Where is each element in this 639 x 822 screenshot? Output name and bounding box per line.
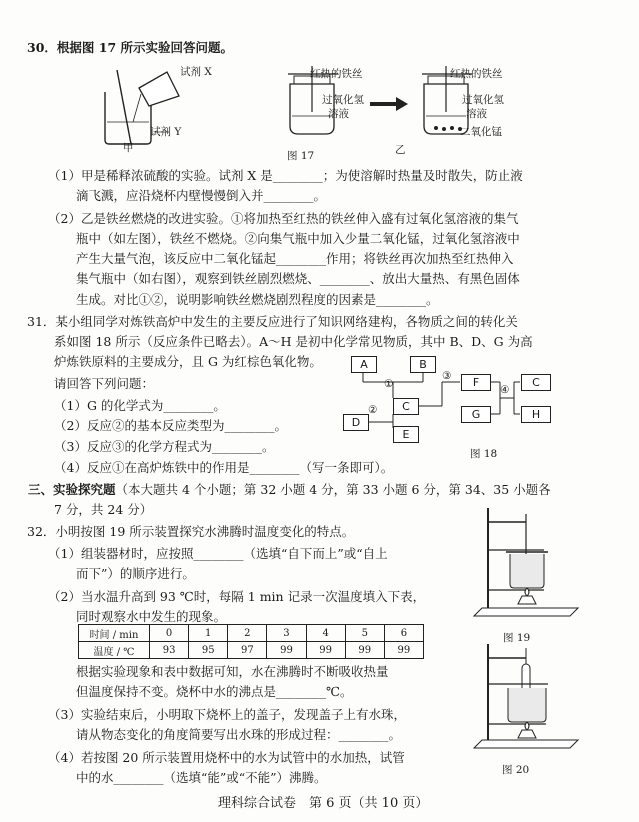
section-3-header: [28, 482, 551, 498]
q31-b: 系如图 18 所示（反应条件已略去）。A～H 是初中化学常见物质，其中 B、D、G 为高: [54, 334, 533, 349]
q30-title: 30．根据图 17 所示实验回答问题。: [27, 40, 233, 55]
label-h2o2-right-2: 溶液: [466, 108, 487, 120]
reaction-3-label: ③: [442, 370, 452, 382]
temperature-table: [78, 624, 424, 659]
q31-a: 31．某小组同学对炼铁高炉中发生的主要反应进行了知识网络建构，各物质之间的转化关: [27, 314, 518, 329]
q32-p2a: （2）当水温升高到 93 ℃时，每隔 1 min 记录一次温度填入下表，: [48, 589, 426, 604]
table-row: [79, 642, 424, 659]
q32-p2c: 根据实验现象和表中数据可知，水在沸腾时不断吸收热量: [76, 664, 389, 679]
label-wire-right: 红热的铁丝: [450, 68, 503, 80]
q31-q1: （1）G 的化学式为________。: [54, 398, 226, 413]
q32-p3a: （3）实验结束后，小明取下烧杯上的盖子，发现盖子上有水珠，: [48, 707, 406, 722]
table-row: [79, 625, 424, 642]
figure-19-apparatus: [470, 504, 580, 629]
label-jia: 甲: [123, 142, 134, 154]
table-cell: 93: [150, 642, 189, 659]
table-cell: 3: [267, 625, 306, 642]
fig-17-caption: 图 17: [287, 150, 315, 162]
q30-p2a: （2）乙是铁丝燃烧的改进实验。①将加热至红热的铁丝伸入盛有过氧化氢溶液的集气: [48, 211, 519, 226]
q31-q2: （2）反应②的基本反应类型为________。: [54, 418, 287, 433]
q32-p1b: 而下”）的顺序进行。: [76, 566, 195, 581]
q31-d: 请回答下列问题：: [54, 376, 155, 391]
q30-p2c: 产生大量气泡，该反应中二氧化锰起________作用；将铁丝再次加热至红热伸入: [76, 251, 514, 266]
label-h2o2-left-2: 溶液: [328, 108, 349, 120]
q31-q3: （3）反应③的化学方程式为________。: [54, 439, 275, 454]
node-f: F: [461, 374, 491, 391]
label-h2o2-right-1: 过氧化氢: [462, 94, 504, 106]
q32-title: 32．小明按图 19 所示装置探究水沸腾时温度变化的特点。: [27, 524, 355, 539]
table-cell: 95: [189, 642, 228, 659]
fig-20-caption: 图 20: [502, 764, 530, 776]
table-cell: 99: [306, 642, 345, 659]
node-b: B: [410, 356, 436, 373]
table-cell: 0: [150, 625, 189, 642]
q32-p2d: 但温度保持不变。烧杯中水的沸点是________℃。: [76, 684, 353, 699]
table-cell: 99: [267, 642, 306, 659]
node-c: C: [393, 398, 419, 415]
table-cell: 1: [189, 625, 228, 642]
q31-q4: （4）反应①在高炉炼铁中的作用是________（写一条即可）。: [54, 460, 394, 475]
node-a: A: [351, 356, 377, 373]
label-mno2: 二氧化锰: [460, 126, 502, 138]
q30-p1b: 滴飞溅，应沿烧杯内壁慢慢倒入并________。: [76, 188, 327, 203]
q32-p2b: 同时观察水中发生的现象。: [76, 609, 227, 624]
table-cell: 5: [345, 625, 384, 642]
node-h: H: [521, 406, 551, 423]
q30-p2d: 集气瓶中（如右图），观察到铁丝剧烈燃烧、________、放出大量热、有黑色固体: [76, 271, 520, 286]
q30-p2b: 瓶中（如左图），铁丝不燃烧。②向集气瓶中加入少量二氧化锰，过氧化氢溶液中: [76, 231, 520, 246]
reaction-1-label: ①: [384, 378, 394, 390]
q32-p4b: 中的水________（选填“能”或“不能”）沸腾。: [76, 770, 327, 785]
table-cell: 2: [228, 625, 267, 642]
label-h2o2-left-1: 过氧化氢: [322, 94, 364, 106]
table-cell: 6: [384, 625, 423, 642]
node-c-2: C: [521, 374, 551, 391]
q31-c: 炉炼铁原料的主要成分，且 G 为红棕色氧化物。: [54, 354, 322, 369]
fig-18-caption: 图 18: [470, 448, 498, 460]
fig-19-caption: 图 19: [503, 632, 531, 644]
q30-p1a: （1）甲是稀释浓硫酸的实验。试剂 X 是________；为使溶解时热量及时散失，防止液: [48, 168, 523, 183]
reaction-4-label: ④: [500, 384, 510, 396]
table-cell: 4: [306, 625, 345, 642]
table-cell: 99: [345, 642, 384, 659]
reaction-2-label: ②: [368, 404, 378, 416]
q30-p2e: 生成。对比①②，说明影响铁丝燃烧剧烈程度的因素是________。: [76, 292, 439, 307]
node-d: D: [343, 414, 369, 431]
q32-p3b: 请从物态变化的角度简要写出水珠的形成过程：________。: [76, 727, 402, 742]
section-3-desc-2: 7 分，共 24 分）: [54, 502, 153, 517]
section-3-desc: （本大题共 4 个小题；第 32 小题 4 分，第 33 小题 6 分，第 34、35 小题各: [115, 482, 551, 497]
q32-p1a: （1）组装器材时，应按照________（选填“自下而上”或“自上: [48, 546, 388, 561]
node-e: E: [393, 426, 419, 443]
table-cell: 97: [228, 642, 267, 659]
label-wire-left: 红热的铁丝: [310, 68, 363, 80]
label-reagent-y: 试剂 Y: [150, 126, 182, 138]
node-g: G: [461, 406, 491, 423]
page-footer: 理科综合试卷 第 6 页（共 10 页）: [218, 796, 429, 811]
q32-p4a: （4）若按图 20 所示装置用烧杯中的水为试管中的水加热，试管: [48, 750, 405, 765]
section-3-title: 三、实验探究题: [28, 482, 116, 497]
table-header-temp: 温度 / ℃: [79, 642, 150, 659]
label-reagent-x: 试剂 X: [180, 66, 212, 78]
label-yi: 乙: [395, 144, 406, 156]
table-cell: 99: [384, 642, 423, 659]
table-header-time: 时间 / min: [79, 625, 150, 642]
figure-20-apparatus: [470, 640, 580, 758]
